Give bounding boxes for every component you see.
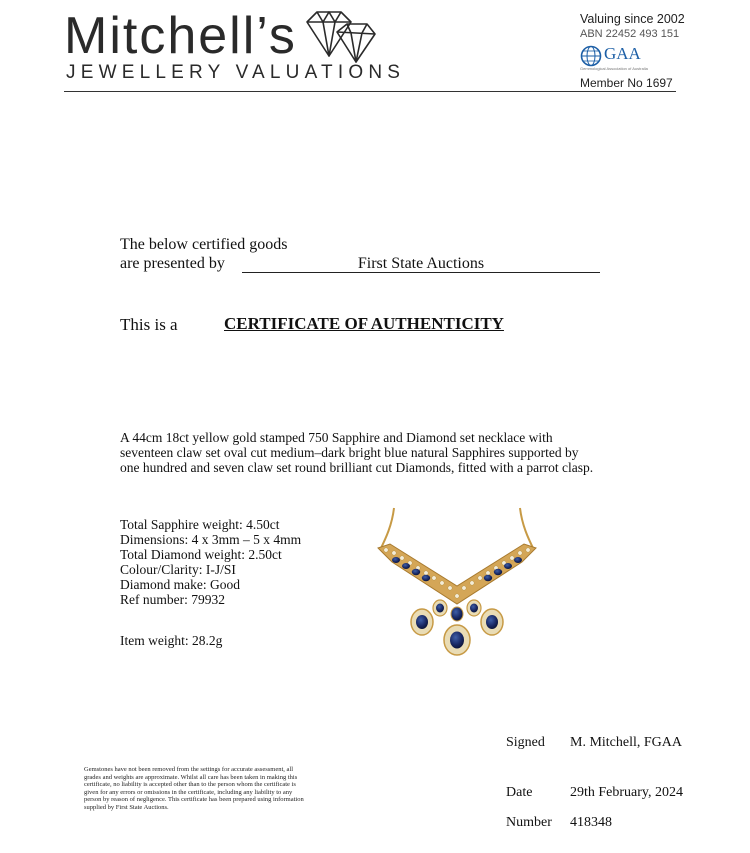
spec-colour-clarity: Colour/Clarity: I-J/SI	[120, 562, 236, 577]
number-value: 418348	[570, 815, 612, 830]
intro-line-1: The below certified goods	[120, 236, 288, 253]
date-label: Date	[506, 785, 533, 800]
spec-diamond-weight: Total Diamond weight: 2.50ct	[120, 547, 282, 562]
spec-item-weight: Item weight: 28.2g	[120, 633, 223, 648]
abn-number: ABN 22452 493 151	[580, 28, 680, 40]
certificate-prefix: This is a	[120, 315, 178, 334]
brand-name: Mitchell’s	[64, 7, 297, 65]
certificate-title: CERTIFICATE OF AUTHENTICITY	[224, 314, 504, 333]
necklace-image	[372, 500, 542, 665]
intro-line-2: are presented by	[120, 255, 225, 272]
spec-diamond-make: Diamond make: Good	[120, 577, 240, 592]
gaa-globe-icon	[580, 45, 602, 67]
member-number: Member No 1697	[580, 76, 673, 90]
gaa-logo-text: GAA	[604, 44, 641, 63]
valuing-since: Valuing since 2002	[580, 12, 685, 26]
spec-dimensions: Dimensions: 4 x 3mm – 5 x 4mm	[120, 532, 302, 547]
gaa-full-name: Gemmological Association of Australia	[580, 66, 648, 71]
disclaimer: Gemstones have not been removed from the settings for accurate assessment, all grades and weights are approximate. Whilst all care has been taken in making this certificate, no liability is accepted other than to the person whom the certificate is given for any errors or omissions in the certificate, including any liability to any person by reason of negligence. This certificate has been prepared using information supplied by First State Auctions.	[84, 766, 304, 811]
signed-label: Signed	[506, 735, 545, 750]
signed-value: M. Mitchell, FGAA	[570, 735, 682, 750]
spec-sapphire-weight: Total Sapphire weight: 4.50ct	[120, 517, 280, 532]
number-label: Number	[506, 815, 552, 830]
item-description: A 44cm 18ct yellow gold stamped 750 Sapphire and Diamond set necklace with seventeen claw set oval cut medium–dark bright blue natural Sapphires supported by one hundred and seven claw set round brilliant cut Diamonds, fitted with a parrot clasp.	[120, 430, 594, 476]
spec-ref-number: Ref number: 79932	[120, 592, 225, 607]
header-divider	[64, 91, 676, 92]
date-value: 29th February, 2024	[570, 785, 684, 800]
brand-subtitle: JEWELLERY VALUATIONS	[66, 62, 406, 83]
presenter-name: First State Auctions	[242, 255, 600, 273]
diamond-logo-icon	[301, 8, 377, 66]
